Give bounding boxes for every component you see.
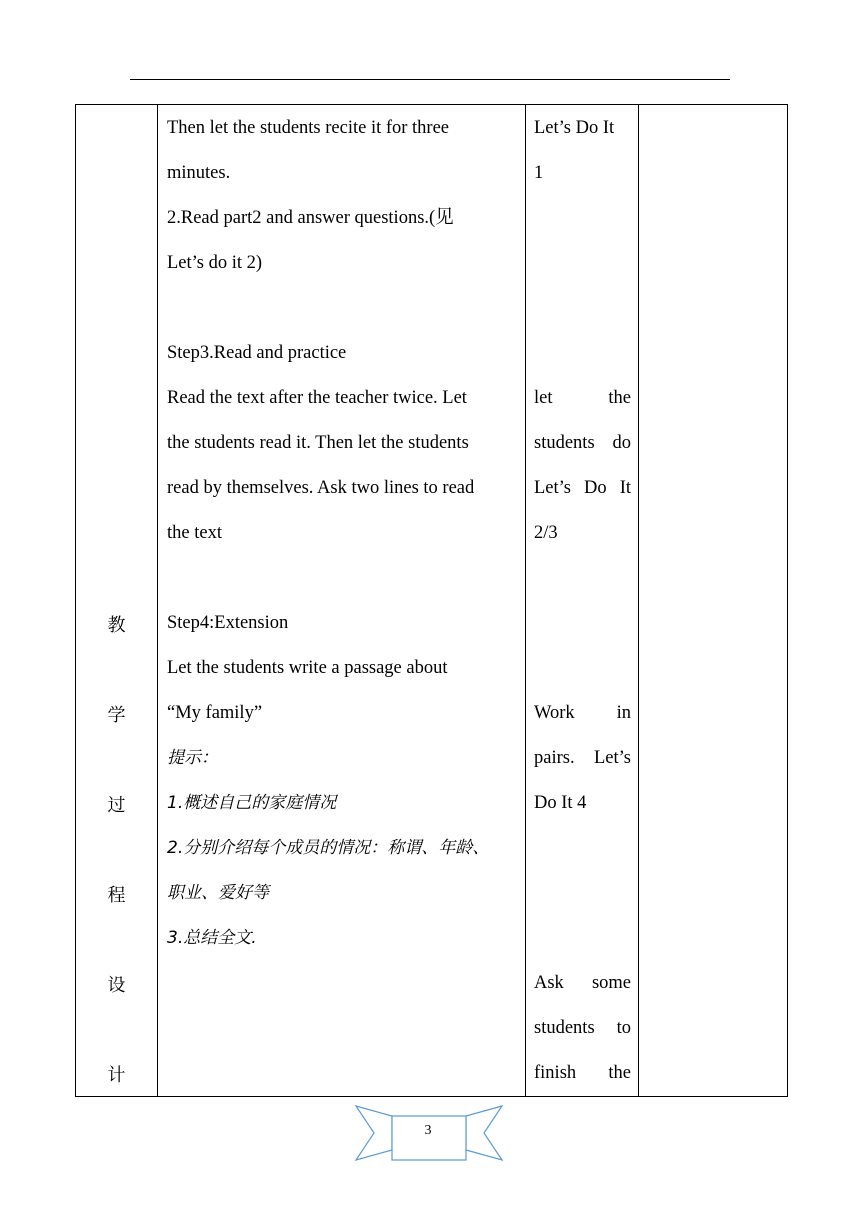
header-rule (130, 79, 730, 80)
process-line: the text (167, 523, 222, 543)
process-line: 2.Read part2 and answer questions.(见 (167, 208, 454, 228)
teaching-process-cell (158, 105, 526, 1097)
process-line: “My family” (167, 703, 263, 723)
note-line: Let’s Do It (534, 478, 631, 498)
note-line: Ask some (534, 973, 631, 993)
process-line: minutes. (167, 163, 231, 183)
note-line: Do It 4 (534, 793, 587, 813)
section-label-cell (76, 105, 158, 1097)
activity-note-cell (526, 105, 639, 1097)
process-line: Step3.Read and practice (167, 343, 347, 363)
section-label-char: 过 (107, 795, 126, 816)
lesson-plan-table (75, 104, 788, 1097)
process-line-blank (167, 556, 525, 601)
empty-column-cell (639, 105, 788, 1097)
note-line: pairs. Let’s (534, 748, 631, 768)
process-line: the students read it. Then let the students (167, 433, 469, 453)
section-label-char: 学 (107, 705, 126, 726)
note-line: Work in (534, 703, 631, 723)
process-line: Then let the students recite it for three (167, 118, 450, 138)
hint-item: 2.分别介绍每个成员的情况：称谓、年龄、 (167, 838, 490, 858)
process-line: Let the students write a passage about (167, 658, 448, 678)
hint-item: 1.概述自己的家庭情况 (167, 793, 337, 813)
section-label-char: 程 (107, 885, 126, 906)
process-line-blank (167, 286, 525, 331)
note-line: students to (534, 1018, 631, 1038)
process-line: Step4:Extension (167, 613, 289, 633)
note-line: Let’s Do It (534, 118, 615, 138)
note-line: 2/3 (534, 523, 558, 543)
note-line: finish the (534, 1063, 631, 1083)
note-line: let the (534, 388, 631, 408)
process-line: read by themselves. Ask two lines to read (167, 478, 475, 498)
note-line: students do (534, 433, 631, 453)
section-label-char: 设 (107, 975, 126, 996)
section-label-char: 教 (107, 615, 126, 636)
section-label-char: 计 (107, 1065, 126, 1086)
process-line: Read the text after the teacher twice. Let (167, 388, 467, 408)
hint-heading: 提示： (167, 748, 218, 768)
process-line: Let’s do it 2) (167, 253, 263, 273)
hint-item: 3.总结全文. (167, 928, 257, 948)
note-line: 1 (534, 163, 544, 183)
page-number: 3 (424, 1123, 432, 1138)
hint-item: 职业、爱好等 (167, 883, 269, 903)
